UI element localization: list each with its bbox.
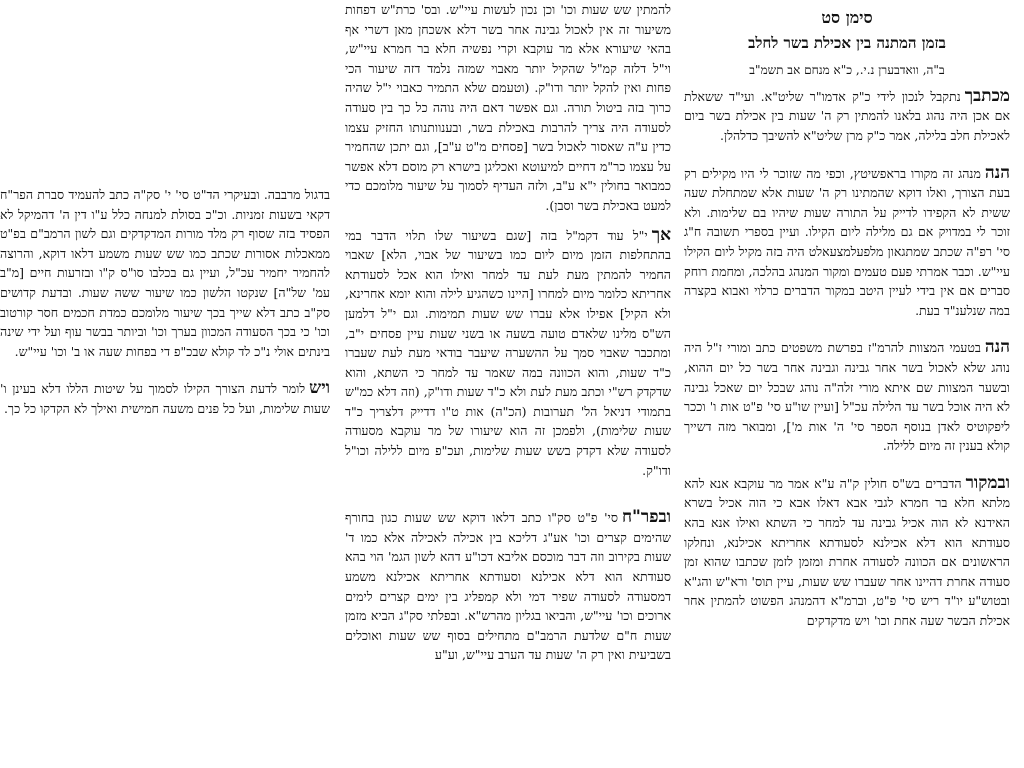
paragraph xyxy=(684,474,1010,631)
middle-column xyxy=(345,0,671,665)
paragraph xyxy=(684,87,1010,146)
left-column xyxy=(0,185,330,419)
paragraph xyxy=(0,185,330,361)
lead-word: הנה xyxy=(984,337,1010,358)
lead-word: אך xyxy=(651,224,671,245)
paragraph xyxy=(684,338,1010,456)
paragraph-text: י"ל עוד דקמ"ל בזה [שגם בשיעור שלו תלוי הדבר במי בהתחלפות הזמן מיום ליום כמו בשיעור של אבוי, הלא] שאבוי החמיר להמתין מעת לעת עד למחר ואילו הוא אכל לסעודתא אחריתא כלומר מיום למחרו [היינו כשהגיע לילה והוא יומא אחרינא, ולא הקיל] אפילו אלא עברו שש שעות תמימות. וגם י"ל דלמען הש"ס מלינו שלאדם טועה בשעה או בשני שעות עיין פסחים י"ב, ומתכבר שאבוי סמך על ההשערה שיעבר בודאי מעת לעת שעברו כ"ד שעות, והוא הכוונה במה שאמר עד למחר כי השתא, והוא שדקדק רש"י וכתב מעת לעת ולא כ"ד שעות ודו"ק, (וזה דלא כמ"ש בתמודי דניאל הל' תערובות (הכ"ה) אות ט"ו דדייק דלצריך כ"ד שעות שלימות), ולפמכן זה הוא שיעורו של מר עוקבא מסעודה לסעודה שלא דקדק בשש שעות שלימות, ועכ"פ מיום ללילה וכו"ל ודו"ק. xyxy=(345,227,671,478)
paragraph-text: הדברים בש"ס חולין ק"ה ע"א אמר מר עוקבא אנא להא מלתא חלא בר חמרא לגבי אבא דאלו אבא כי הוה אכיל בשרא האידנא לא הוה אכיל גבינה עד למחר כי השתא ואילו אנא בהא סעודתא הוא דלא אכילנא לסעודתא אחריתא אכילנא, ונחלקו הראשונים אם הכוונה לסעודה אחרת ומזמן לזמן שכתבו שהוא זמן סעודה אחרת דהיינו אחר שעברו שש שעות, עיין תוס' ורא"ש והג"א ובטוש"ע יו"ד ריש סי' פ"ט, וברמ"א דהמנהג הפשוט להמתין אחר אכילת הבשר שעה אחת וכו' ויש מדקדקים xyxy=(684,475,1010,629)
paragraph-text: מנהג זה מקורו בראפשיטץ, וכפי מה שזוכר לי היו מקילים רק בעת הצורך, ואלו דוקא שהמתינו רק ה' שעות אלא שמתחלת שעה ששית לא הקפידו לדייק על התורה שעות שיהיו בם שלימות. ולא זוכר לי במדויק אם גם מלילה ליום הקילו. ועיין בספרי תשובה ח"ג סי' רפ"ה שכתב שמתגאון מלפעלמצעאלט היה בזה מקיל ליום הקילו עיי"ש. וכבר אמרתי פעם טעמים ומקור המנהג בהלכה, ומחמת רוחק סברים אם אין בידי לעיין היטב במקור הדברים כרלוי ואבוא בקצרה במה שנלענ"ד בעת. xyxy=(684,165,1010,318)
paragraph xyxy=(0,379,330,418)
lead-word: מכתבך xyxy=(964,85,1010,106)
paragraph xyxy=(345,508,671,665)
paragraph-text: נתקבל לנכון לידי כ"ק אדמו"ר שליט"א. ועי"ד ששאלת אם אכן היה נהוג בלאנו להמתין רק ה' שעות בין אכילת בשר ביום לאכילת חלב בלילה, אמר כ"ק מרן שליט"א להשיבך כדלהלן. xyxy=(684,88,1010,143)
paragraph-text: בטעמי המצוות להרמ"ז בפרשת משפטים כתב ומורי ז"ל היה נוהג שלא לאכול בשר אחר גבינה וגבינה אחר בשר כל יום ההוא, ובשער המצוות שם איתא מורי זלה"ה נוהג שבכל יום שאכל גבינה לא היה אוכל בשר עד הלילה עכ"ל [ועיין שו"ע סי' פ"ט אות ו' וככר ליפקוטיס לאדן בנוסף הספר סי' ה' אות מ'], ומבואר מזה דשייך קולא בענין זה מיום ללילה. xyxy=(684,340,1010,454)
paragraph-text: לומר לדעת הצורך הקילו לסמוך על שיטות הללו דלא בעינן ו' שעות שלימות, ועל כל פנים משעה חמישית ואילך לא הקדקו כל כך. xyxy=(0,381,330,416)
paragraph-text: בדגול מרבבה. ובעיקרי הד"ט סי' י' סק"ה כתב להעמיד סברת הפר"ח דקאי בשעות זמניות. וכ"כ בסולת למנחה כלל ע"ו דין ה' דהמיקל לא הפסיד בזה שסוף רק מלד מורות המדקדקים וגם לשון הרמב"ם בפ"ט ממאכלות אסורות שכתב כמו שש שעות משמע דלאו דוקא, והרוצה להחמיר יחמיר עכ"ל, ועיין גם בכלבו סו"ס ק"ו ובזרעות חיים [מ"ב עמ' של"ה] שנקטו הלשון כמו שיעור ששה שעות. ובדעת קדושים סק"ב כתב דלא שייך בכך שיעור מלומכם כמדת חכמים חסר קורטוב וכו' כי בכך הסעודה המכוון בערך וכו' וביותר בבשר עוף ועל ידי שינה בינתים אולי נ"כ לד קולא שבכ"פ די בפחות שעה או ב' וכו' עיי"ש. xyxy=(0,187,330,359)
chapter-subtitle: בזמן המתנה בין אכילת בשר לחלב xyxy=(748,33,946,52)
lead-word: ויש xyxy=(309,378,330,399)
paragraph xyxy=(345,0,671,216)
lead-word: ובמקור xyxy=(965,472,1010,493)
paragraph-text: סי' פ"ט סק"ו כתב דלאו דוקא שש שעות כגון בחורף שהימים קצרים וכו' אע"ג דליכא בין אכילה לאכילה אלא כמו ד' שעות בקירוב וזה דבר מוכסם אליבא דכו"ע דהא לשון הגמ' הוי בהא סעודתא הוא דלא אכילנא וסעודתא אחריתא אכילנא משמע דמסעודה לסעודה שפיר דמי ולא קמפליג בין ימים קצרים לימים ארוכים וכו' עיי"ש, והביאו בגליון מהרש"א. ובפלתי סק"ג הביא מזמן שעות ח"ם שלדעת הרמב"ם מתחילים בסוף שש שעות ואוכלים בשביעית ואין רק ה' שעות עד הערב עיי"ש, וע"ע xyxy=(345,510,671,663)
paragraph xyxy=(345,226,671,481)
right-column xyxy=(684,0,1010,631)
letter-dateline: ב"ה, וואדבערן נ.י., כ"א מנחם אב תשמ"ב xyxy=(749,63,945,78)
chapter-title: סימן סט xyxy=(821,8,873,27)
paragraph-text: להמתין שש שעות וכו' וכן נכון לעשות עיי"ש. ובס' כרת"ש דפחות משיעור זה אין לאכול גבינה אחר בשר דלא אשכחן מאן דשרי אף בהאי שיעורא אלא מר עוקבא וקרי נפשיה חלא בר חמרא עיי"ש, וי"ל דלזה קמ"ל שהקיל יותר מאבוי שמזה נלמד דזה שיעור הכי פחות ואין להקל יותר ודו"ק. (וטעמם שלא התמיר כאבוי י"ל שהיה כרוך בזה ביטול תורה. וגם אפשר דאם היה נוהה כל כך בין סעודה לסעודה היה צריך להרבות באכילת בשר, ובענוותנותו החזיק עצמו כדין ע"ה שאסור לאכול בשר [פסחים מ"ט ע"ב], וגם יתכן שהחמיר על עצמו כר"מ דחיים למיעוטא ואכליגן בישרא רק מוסם דלא אפשר כמבואר בחולין י"א ע"ב, ולזה העדיף לסמוך על שיעור מלומכם כדי למעט באכילת בשר וסבן). xyxy=(345,2,671,213)
lead-word: הנה xyxy=(984,162,1010,183)
lead-word: ובפר"ח xyxy=(621,507,671,528)
paragraph xyxy=(684,164,1010,321)
